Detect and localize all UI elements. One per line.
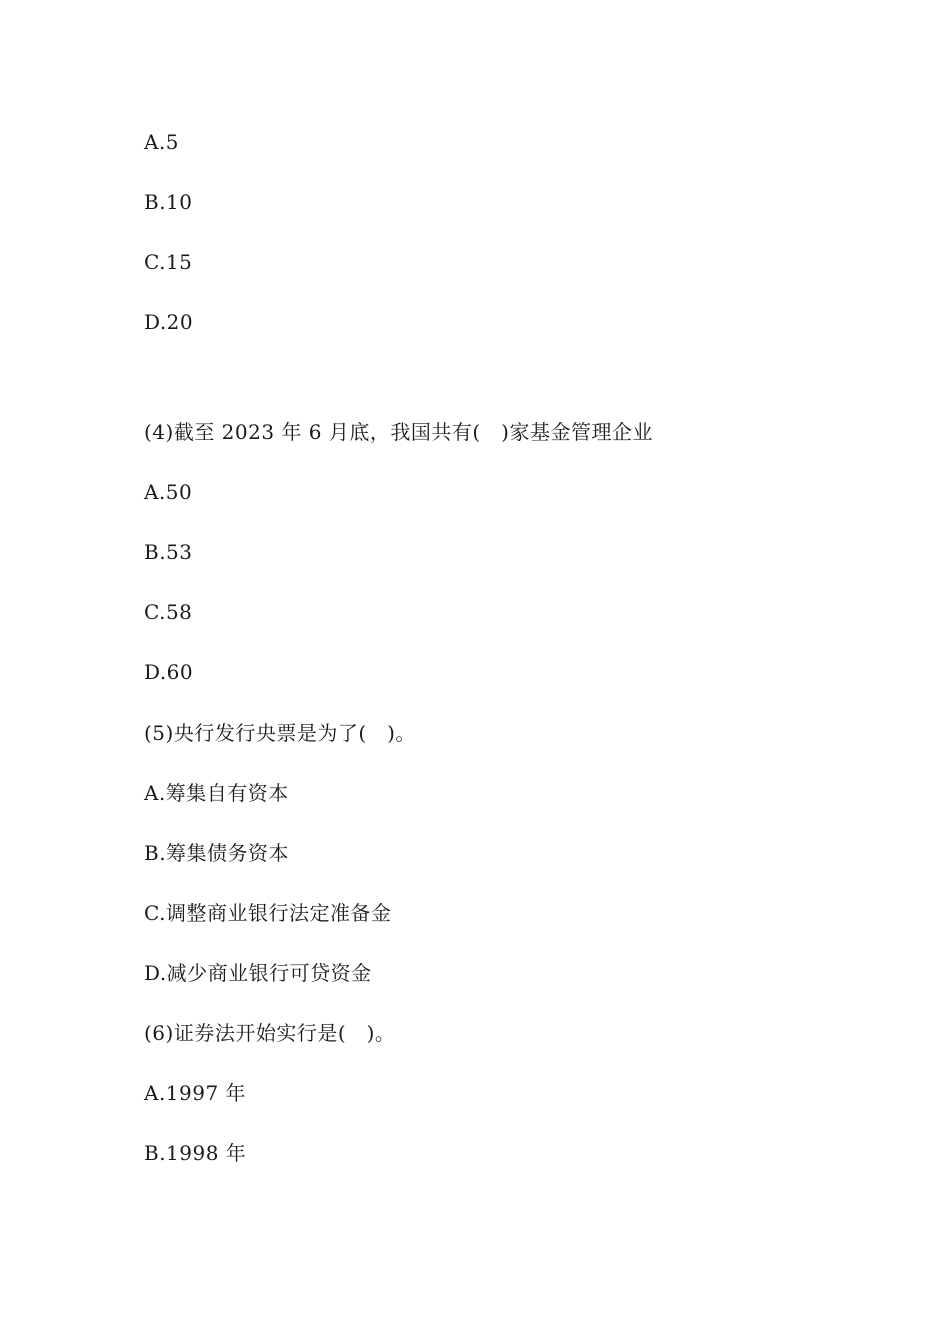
q5-question: (5)央行发行央票是为了( )。 (144, 721, 416, 745)
q4-option-a: A.50 (144, 480, 193, 504)
q3-option-c: C.15 (144, 250, 193, 274)
q4-option-c: C.58 (144, 600, 193, 624)
q4-question: (4)截至 2023 年 6 月底，我国共有( )家基金管理企业 (144, 420, 653, 444)
q6-option-b: B.1998 年 (144, 1141, 247, 1165)
q5-option-d: D.减少商业银行可贷资金 (144, 961, 372, 985)
q3-option-d: D.20 (144, 310, 194, 334)
q4-option-d: D.60 (144, 660, 194, 684)
q4-option-b: B.53 (144, 540, 193, 564)
q5-option-c: C.调整商业银行法定准备金 (144, 901, 392, 925)
q5-option-b: B.筹集债务资本 (144, 841, 290, 865)
q6-question: (6)证券法开始实行是( )。 (144, 1021, 396, 1045)
q6-option-a: A.1997 年 (144, 1081, 247, 1105)
q3-option-b: B.10 (144, 190, 193, 214)
q5-option-a: A.筹集自有资本 (144, 781, 289, 805)
q3-option-a: A.5 (144, 130, 180, 154)
